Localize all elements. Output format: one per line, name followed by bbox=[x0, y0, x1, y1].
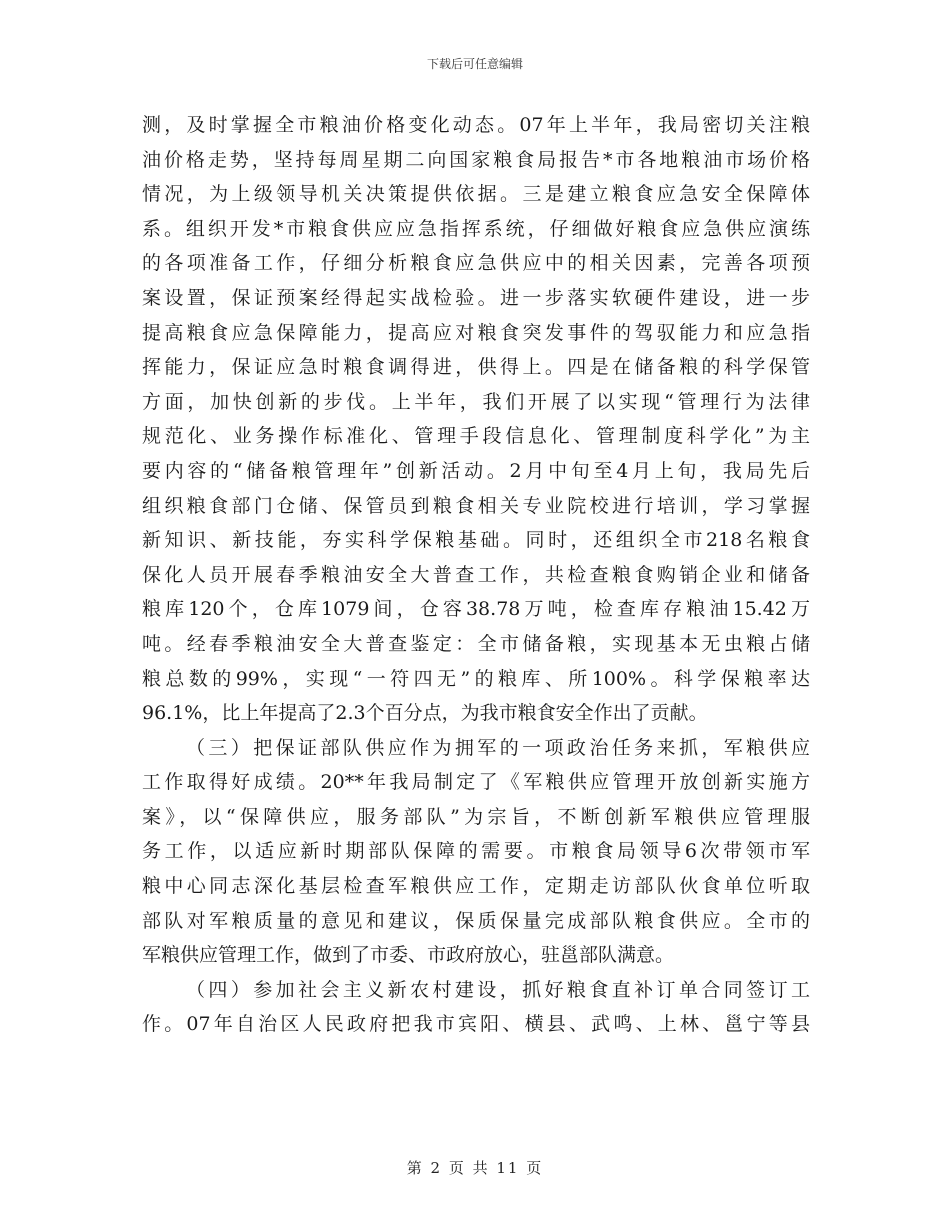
body-line: 吨。经春季粮油安全大普查鉴定：全市储备粮，实现基本无虫粮占储 bbox=[142, 632, 810, 655]
body-line: 军粮供应管理工作，做到了市委、市政府放心，驻邕部队满意。 bbox=[142, 944, 675, 967]
body-line: 的各项准备工作，仔细分析粮食应急供应中的相关因素，完善各项预 bbox=[142, 252, 810, 275]
page-header: 下载后可任意编辑 bbox=[426, 57, 523, 71]
body-line: 组织粮食部门仓储、保管员到粮食相关专业院校进行培训，学习掌握 bbox=[142, 494, 810, 517]
body-line: 油价格走势，坚持每周星期二向国家粮食局报告*市各地粮油市场价格 bbox=[142, 148, 810, 171]
body-line: 挥能力，保证应急时粮食调得进，供得上。四是在储备粮的科学保管 bbox=[142, 356, 810, 379]
body-line: 部队对军粮质量的意见和建议，保质保量完成部队粮食供应。全市的 bbox=[142, 909, 810, 932]
body-line: 粮库120个，仓库1079间，仓容38.78万吨，检查库存粮油15.42万 bbox=[142, 598, 810, 621]
body-line: 保化人员开展春季粮油安全大普查工作，共检查粮食购销企业和储备 bbox=[142, 563, 810, 586]
document-body bbox=[142, 108, 810, 1042]
body-line: 规范化、业务操作标准化、管理手段信息化、管理制度科学化”为主 bbox=[142, 425, 810, 448]
body-line: 方面，加快创新的步伐。上半年，我们开展了以实现“管理行为法律 bbox=[142, 390, 810, 413]
body-line: 作。07年自治区人民政府把我市宾阳、横县、武鸣、上林、邕宁等县 bbox=[142, 1013, 810, 1036]
page-number-footer: 第 2 页 共 11 页 bbox=[406, 1159, 544, 1177]
body-line: 情况，为上级领导机关决策提供依据。三是建立粮食应急安全保障体 bbox=[142, 183, 810, 206]
body-line: 系。组织开发*市粮食供应应急指挥系统，仔细做好粮食应急供应演练 bbox=[142, 217, 810, 240]
body-line: 粮总数的99%，实现“一符四无”的粮库、所100%。科学保粮率达 bbox=[142, 667, 810, 690]
body-line: （三）把保证部队供应作为拥军的一项政治任务来抓，军粮供应 bbox=[186, 736, 810, 759]
body-line: 工作取得好成绩。20**年我局制定了《军粮供应管理开放创新实施方 bbox=[142, 771, 810, 794]
body-line: 测，及时掌握全市粮油价格变化动态。07年上半年，我局密切关注粮 bbox=[142, 114, 810, 136]
body-line: 粮中心同志深化基层检查军粮供应工作，定期走访部队伙食单位听取 bbox=[142, 875, 810, 898]
body-line: 案》，以“保障供应，服务部队”为宗旨，不断创新军粮供应管理服 bbox=[142, 805, 810, 828]
body-line: 务工作，以适应新时期部队保障的需要。市粮食局领导6次带领市军 bbox=[142, 840, 810, 863]
body-line: 案设置，保证预案经得起实战检验。进一步落实软硬件建设，进一步 bbox=[142, 286, 810, 309]
body-line: 96.1%，比上年提高了2.3个百分点，为我市粮食安全作出了贡献。 bbox=[142, 702, 708, 725]
body-line: （四）参加社会主义新农村建设，抓好粮食直补订单合同签订工 bbox=[186, 978, 810, 1001]
body-line: 要内容的“储备粮管理年”创新活动。2月中旬至4月上旬，我局先后 bbox=[142, 459, 810, 482]
body-line: 提高粮食应急保障能力，提高应对粮食突发事件的驾驭能力和应急指 bbox=[142, 321, 810, 344]
body-line: 新知识、新技能，夯实科学保粮基础。同时，还组织全市218名粮食 bbox=[142, 529, 810, 552]
